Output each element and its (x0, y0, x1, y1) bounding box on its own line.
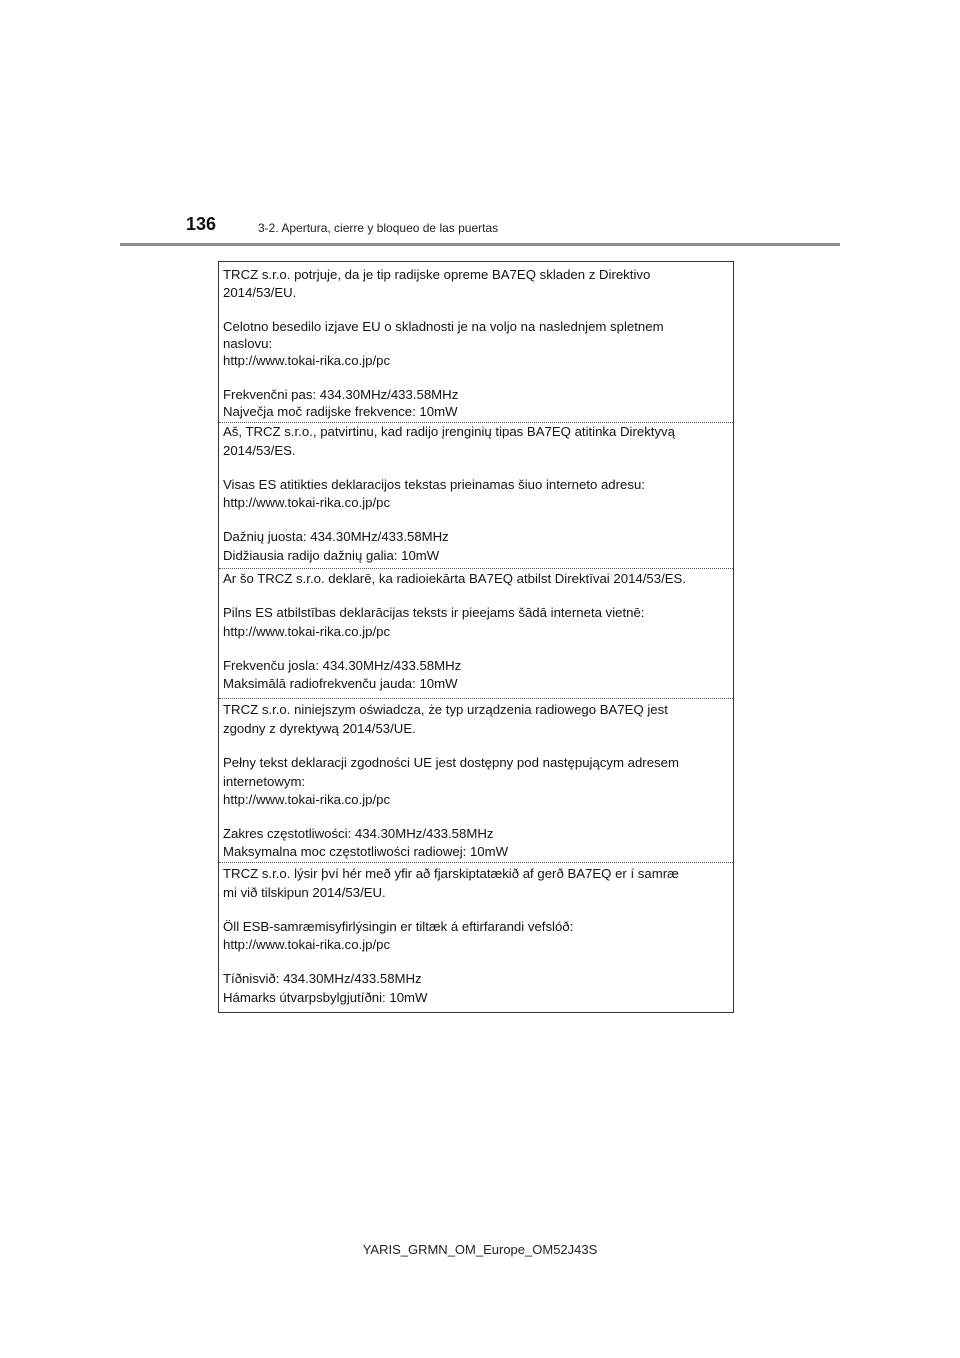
declaration-line: Dažnių juosta: 434.30MHz/433.58MHz (223, 529, 449, 544)
declaration-line: Maksymalna moc częstotliwości radiowej: 10mW (223, 844, 509, 859)
declaration-block-lt (219, 422, 733, 568)
declaration-line: Frekvenču josla: 434.30MHz/433.58MHz (223, 658, 462, 673)
declaration-line: naslovu: (223, 336, 273, 351)
declaration-block-is (219, 862, 733, 1012)
declaration-line: Pełny tekst deklaracji zgodności UE jest dostępny pod następującym adresem (223, 755, 679, 770)
declaration-line: 2014/53/ES. (223, 443, 296, 458)
footer-document-code: YARIS_GRMN_OM_Europe_OM52J43S (362, 1242, 598, 1257)
declaration-line: TRCZ s.r.o. potrjuje, da je tip radijske opreme BA7EQ skladen z Direktivo (223, 267, 651, 282)
declaration-line: Ar šo TRCZ s.r.o. deklarē, ka radioiekārta BA7EQ atbilst Direktīvai 2014/53/ES. (223, 571, 686, 586)
declaration-box (218, 261, 734, 1013)
declaration-url: http://www.tokai-rika.co.jp/pc (223, 353, 391, 368)
declaration-block-pl (219, 698, 733, 862)
declaration-line: Maksimālā radiofrekvenču jauda: 10mW (223, 676, 458, 691)
declaration-url: http://www.tokai-rika.co.jp/pc (223, 495, 391, 510)
declaration-line: Hámarks útvarpsbylgjutíðni: 10mW (223, 990, 428, 1005)
declaration-url: http://www.tokai-rika.co.jp/pc (223, 792, 391, 807)
declaration-block-sl (219, 262, 733, 422)
declaration-line: Tíðnisvið: 434.30MHz/433.58MHz (223, 971, 422, 986)
declaration-line: Celotno besedilo izjave EU o skladnosti je na voljo na naslednjem spletnem (223, 319, 664, 334)
declaration-line: 2014/53/EU. (223, 285, 297, 300)
declaration-line: TRCZ s.r.o. niniejszym oświadcza, że typ urządzenia radiowego BA7EQ jest (223, 702, 668, 717)
declaration-url: http://www.tokai-rika.co.jp/pc (223, 624, 391, 639)
declaration-line: zgodny z dyrektywą 2014/53/UE. (223, 721, 416, 736)
section-title: 3-2. Apertura, cierre y bloqueo de las puertas (258, 221, 499, 235)
declaration-line: Visas ES atitikties deklaracijos tekstas prieinamas šiuo interneto adresu: (223, 477, 645, 492)
declaration-block-lv (219, 568, 733, 698)
declaration-line: Pilns ES atbilstības deklarācijas teksts ir pieejams šādā interneta vietnē: (223, 605, 645, 620)
declaration-url: http://www.tokai-rika.co.jp/pc (223, 937, 391, 952)
declaration-line: mi við tilskipun 2014/53/EU. (223, 885, 386, 900)
declaration-line: internetowym: (223, 774, 306, 789)
page-number: 136 (186, 214, 217, 234)
header-rule (120, 243, 840, 246)
declaration-line: TRCZ s.r.o. lýsir því hér með yfir að fjarskiptatækið af gerð BA7EQ er í samræ (223, 866, 679, 881)
declaration-line: Didžiausia radijo dažnių galia: 10mW (223, 548, 440, 563)
declaration-line: Zakres częstotliwości: 434.30MHz/433.58MHz (223, 826, 494, 841)
declaration-line: Največja moč radijske frekvence: 10mW (223, 404, 458, 419)
declaration-line: Frekvenčni pas: 434.30MHz/433.58MHz (223, 387, 459, 402)
declaration-line: Öll ESB-samræmisyfirlýsingin er tiltæk á eftirfarandi vefslóð: (223, 919, 574, 934)
declaration-line: Aš, TRCZ s.r.o., patvirtinu, kad radijo įrenginių tipas BA7EQ atitinka Direktyvą (223, 424, 675, 439)
